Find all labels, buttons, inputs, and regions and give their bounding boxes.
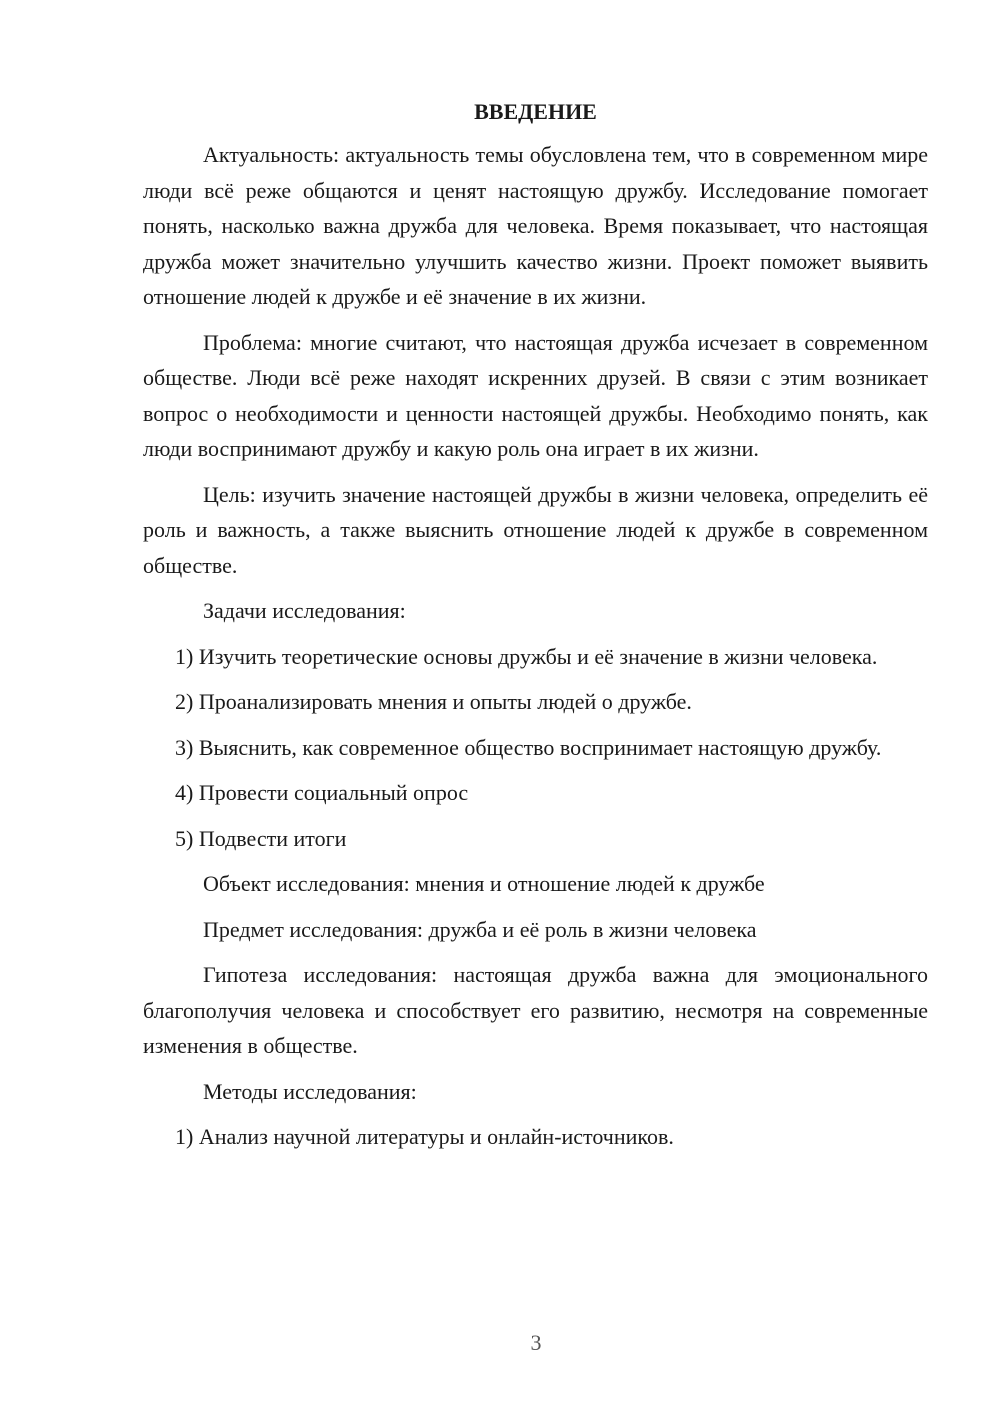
methods-heading: Методы исследования: xyxy=(203,1078,417,1104)
methods-list xyxy=(143,1119,928,1155)
research-object: Объект исследования: мнения и отношение людей к дружбе xyxy=(203,871,765,896)
goal-paragraph: Цель: изучить значение настоящей дружбы в жизни человека, определить её роль и важность, а также выяснить отношение людей к дружбе в современном обществе. xyxy=(143,481,928,578)
tasks-list xyxy=(143,639,928,857)
hypothesis-paragraph: Гипотеза исследования: настоящая дружба важна для эмоционального благополучия человека и способствует его развитию, несмотря на современные изменения в обществе. xyxy=(143,962,928,1058)
task-item: 5) Подвести итоги xyxy=(175,825,347,851)
research-subject: Предмет исследования: дружба и её роль в жизни человека xyxy=(203,916,757,942)
page-number: 3 xyxy=(530,1330,542,1355)
method-item: 1) Анализ научной литературы и онлайн-источников. xyxy=(175,1124,674,1149)
task-item: 3) Выяснить, как современное общество воспринимает настоящую дружбу. xyxy=(175,734,882,760)
relevance-paragraph: Актуальность: актуальность темы обусловлена тем, что в современном мире люди всё реже общаются и ценят настоящую дружбу. Исследование помогает понять, насколько важна дружба для человека. Время показывает, что настоящая дружба может значительно улучшить качество жизни. Проект поможет выявить отношение людей к дружбе и её значение в их жизни. xyxy=(143,142,928,309)
section-title: ВВЕДЕНИЕ xyxy=(474,99,597,124)
task-item: 4) Провести социальный опрос xyxy=(175,780,469,805)
task-item: 1) Изучить теоретические основы дружбы и её значение в жизни человека. xyxy=(175,643,878,669)
problem-paragraph: Проблема: многие считают, что настоящая дружба исчезает в современном обществе. Люди всё реже находят искренних друзей. В связи с этим возникает вопрос о необходимости и ценности настоящей дружбы. Необходимо понять, как люди воспринимают дружбу и какую роль она играет в их жизни. xyxy=(143,329,928,461)
task-item: 2) Проанализировать мнения и опыты людей о дружбе. xyxy=(175,689,692,714)
page-content xyxy=(143,94,928,1165)
tasks-heading: Задачи исследования: xyxy=(203,598,406,623)
